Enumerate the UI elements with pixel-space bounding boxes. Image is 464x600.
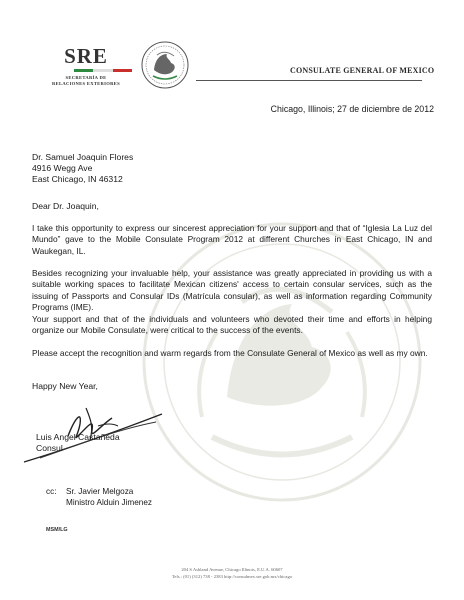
recipient-street: 4916 Wegg Ave	[32, 163, 93, 174]
signer-block	[36, 432, 120, 454]
sre-logo	[40, 46, 132, 87]
salutation: Dear Dr. Joaquin,	[32, 201, 99, 211]
letterhead	[0, 0, 464, 100]
footer-address: 204 S Ashland Avenue, Chicago Illinois, E.U.A. 60607	[181, 567, 283, 572]
consulate-title: CONSULATE GENERAL OF MEXICO	[290, 66, 435, 75]
letter-footer	[0, 566, 464, 580]
recipient-address	[32, 152, 133, 186]
cc-recipient-1: Sr. Javier Melgoza	[66, 487, 134, 496]
sre-logo-text: SRE	[64, 44, 108, 68]
footer-contact: Tels.: (01) (312) 738 - 2383 http://consulmex.sre.gob.mx/chicago	[171, 574, 293, 579]
body-paragraph-3: Your support and that of the individuals and volunteers who devoted their time and efforts in helping organize our Mobile Consulate, were critical to the success of the events.	[32, 314, 432, 336]
sre-subtitle-line-1: SECRETARÍA DE	[65, 75, 107, 80]
cc-label: cc:	[46, 487, 57, 496]
reference-initials: MSM/LG	[46, 527, 68, 533]
closing-line: Happy New Year,	[32, 381, 98, 391]
letterhead-divider	[196, 80, 422, 81]
cc-block	[46, 486, 152, 508]
mexican-coat-of-arms-icon	[140, 40, 190, 90]
signer-name: Luis Angel Castañeda	[36, 432, 120, 442]
body-paragraph-1: I take this opportunity to express our sincerest appreciation for your support and that of “Iglesia La Luz del Mundo” gave to the Mobile Consulate Program 2012 at different Churches in East Chicago, IN and Waukegan, IL.	[32, 223, 432, 256]
body-paragraph-2: Besides recognizing your invaluable help, your assistance was greatly appreciated in providing us with a suitable working spaces to facilitate Mexican citizens' access to certain consular services, such as the issuing of Passports and Consular IDs (Matrícula consular), as well as information regarding Community Programs (IME).	[32, 268, 432, 313]
handwritten-signature	[20, 396, 170, 466]
signer-title: Consul	[36, 443, 63, 454]
sre-subtitle-line-2: RELACIONES EXTERIORES	[52, 81, 120, 86]
cc-recipient-2: Ministro Alduin Jimenez	[66, 498, 153, 507]
recipient-name: Dr. Samuel Joaquin Flores	[32, 152, 134, 162]
letter-date: Chicago, Illinois; 27 de diciembre de 2012	[270, 104, 434, 114]
recipient-city: East Chicago, IN 46312	[32, 174, 123, 185]
sre-tricolor-rule	[74, 69, 132, 72]
body-paragraph-4: Please accept the recognition and warm regards from the Consulate General of Mexico as well as my own.	[32, 348, 428, 358]
